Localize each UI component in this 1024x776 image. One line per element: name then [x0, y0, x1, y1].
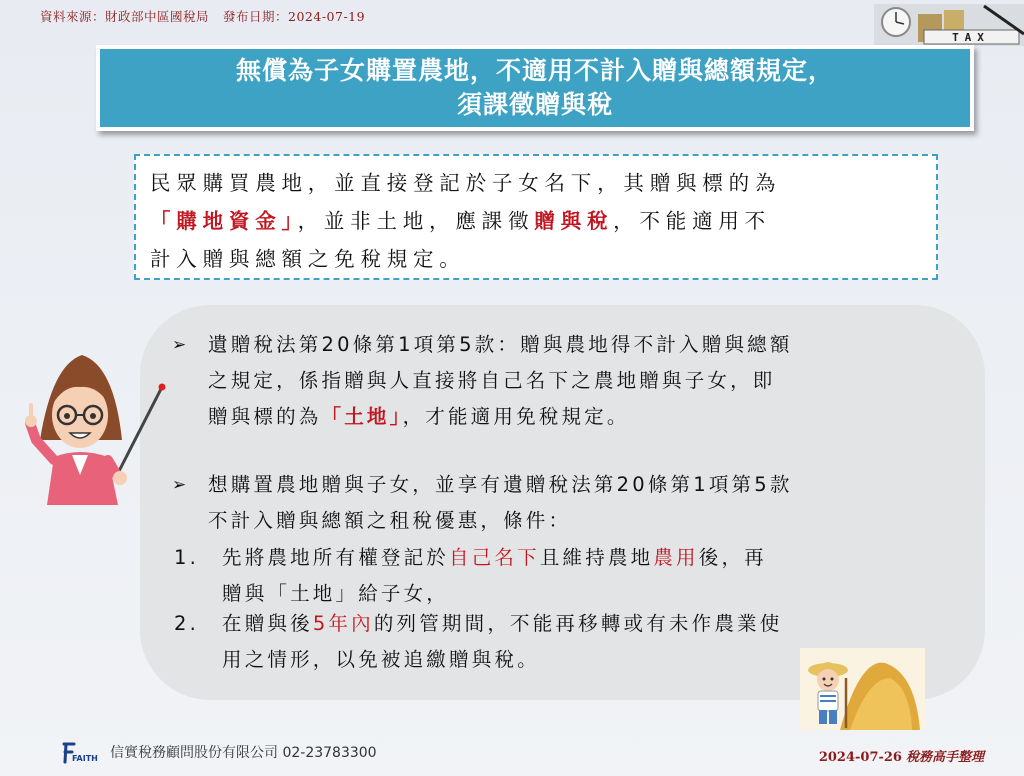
point-1-line1: 遺贈稅法第20條第1項第5款：贈與農地得不計入贈與總額: [208, 333, 793, 356]
point-2-line2: 不計入贈與總額之租稅優惠，條件：: [208, 509, 572, 532]
faith-logo-icon: [60, 740, 102, 764]
highlight-own-name: 自己名下: [449, 546, 540, 569]
summary-line1: 民眾購買農地，並直接登記於子女名下，其贈與標的為: [150, 171, 782, 195]
condition-1-line1: 先將農地所有權登記於自己名下且維持農地農用後，再: [222, 546, 767, 569]
highlight-land: 「土地」: [321, 405, 403, 428]
condition-2-line1: 在贈與後5年內的列管期間，不能再移轉或有未作農業使: [222, 612, 783, 635]
summary-box: [134, 154, 938, 280]
condition-2-line2: 用之情形，以免被追繳贈與稅。: [222, 648, 540, 671]
page-title-line2: 須課徵贈與稅: [456, 90, 613, 119]
point-1-line2: 之規定，係指贈與人直接將自己名下之農地贈與子女，即: [208, 369, 776, 392]
summary-highlight-gift-tax: 贈與稅: [534, 209, 614, 233]
publish-date: 發布日期：2024-07-19: [223, 9, 366, 24]
footer-credit-text: 稅務高手整理: [905, 750, 984, 765]
summary-line2-end: ，不能適用不: [613, 209, 771, 233]
condition-2-number: 2.: [174, 612, 200, 635]
condition-1-line2: 贈與「土地」給子女，: [222, 582, 450, 605]
page-title-line1: 無償為子女購置農地，不適用不計入贈與總額規定，: [235, 56, 834, 85]
tax-calculator-icon: [874, 4, 1024, 46]
tax-label: TAX: [952, 31, 990, 44]
farmer-illustration: [800, 648, 925, 730]
condition-1-number: 1.: [174, 546, 200, 569]
company-info: 信實稅務顧問股份有限公司 02-23783300: [110, 745, 377, 761]
highlight-agricultural-use: 農用: [653, 546, 699, 569]
title-banner: [96, 45, 974, 131]
footer-company: [60, 738, 377, 766]
footer-date: 2024-07-26: [818, 750, 902, 765]
footer-credit: [819, 746, 984, 765]
faith-logo-text: FAITH: [72, 754, 98, 763]
source-text: 資料來源：財政部中區國稅局: [40, 9, 210, 24]
highlight-five-years: 5年內: [312, 612, 374, 635]
summary-highlight-funds: 「購地資金」: [150, 209, 298, 233]
source-line: [40, 7, 365, 25]
summary-line3: 計入贈與總額之免稅規定。: [150, 247, 466, 271]
point-2-line1: 想購置農地贈與子女，並享有遺贈稅法第20條第1項第5款: [208, 473, 793, 496]
teacher-illustration: [22, 335, 172, 505]
arrow-bullet-icon: ➢: [172, 475, 190, 495]
arrow-bullet-icon: ➢: [172, 335, 190, 355]
point-1-line3: 贈與標的為「土地」，才能適用免稅規定。: [208, 405, 630, 428]
summary-line2-text: ，並非土地，應課徵: [297, 209, 535, 233]
summary-line2: [150, 202, 924, 240]
